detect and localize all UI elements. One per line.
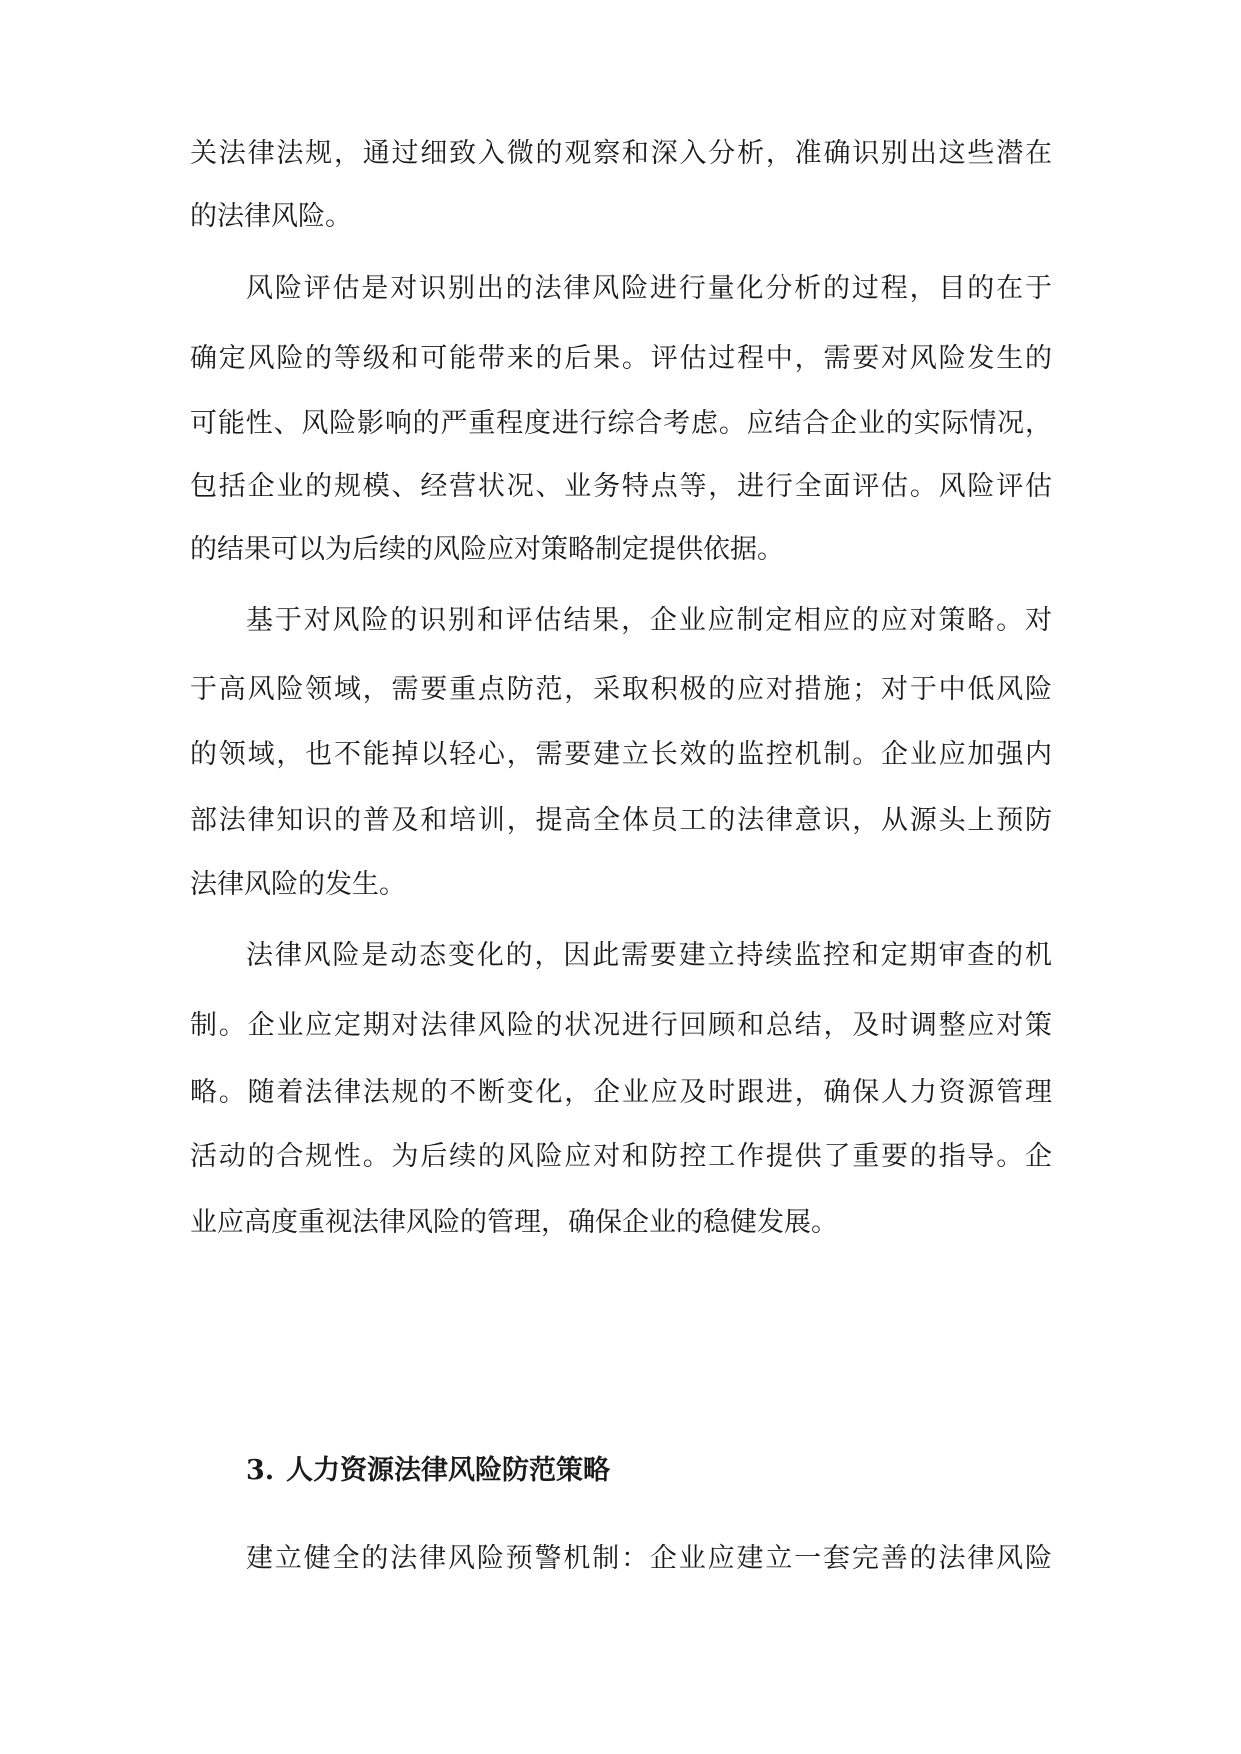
paragraph-line: 关法律法规，通过细致入微的观察和深入分析，准确识别出这些潜在 [190, 138, 1052, 169]
paragraph-line: 活动的合规性。为后续的风险应对和防控工作提供了重要的指导。企 [190, 1141, 1052, 1172]
paragraph-line: 确定风险的等级和可能带来的后果。评估过程中，需要对风险发生的 [190, 343, 1052, 374]
paragraph-line: 的领域，也不能掉以轻心，需要建立长效的监控机制。企业应加强内 [190, 739, 1052, 770]
paragraph-line: 基于对风险的识别和评估结果，企业应制定相应的应对策略。对 [246, 605, 1052, 636]
paragraph-line: 制。企业应定期对法律风险的状况进行回顾和总结，及时调整应对策 [190, 1010, 1052, 1041]
paragraph-line: 的结果可以为后续的风险应对策略制定提供依据。 [190, 534, 784, 565]
paragraph-line: 风险评估是对识别出的法律风险进行量化分析的过程，目的在于 [246, 273, 1052, 304]
paragraph-line: 于高风险领域，需要重点防范，采取积极的应对措施；对于中低风险 [190, 674, 1052, 705]
paragraph-line: 法律风险的发生。 [190, 869, 406, 900]
paragraph-line: 可能性、风险影响的严重程度进行综合考虑。应结合企业的实际情况， [190, 408, 1052, 439]
section-title: 人力资源法律风险防范策略 [286, 1455, 610, 1486]
paragraph-line: 法律风险是动态变化的，因此需要建立持续监控和定期审查的机 [246, 940, 1052, 971]
paragraph-line: 部法律知识的普及和培训，提高全体员工的法律意识，从源头上预防 [190, 805, 1052, 836]
paragraph-line: 的法律风险。 [190, 201, 352, 232]
section-number: 3. [246, 1455, 275, 1486]
section-heading [246, 1451, 610, 1491]
paragraph-line: 包括企业的规模、经营状况、业务特点等，进行全面评估。风险评估 [190, 471, 1052, 502]
paragraph-line: 建立健全的法律风险预警机制：企业应建立一套完善的法律风险 [246, 1543, 1052, 1574]
paragraph-line: 业应高度重视法律风险的管理，确保企业的稳健发展。 [190, 1207, 838, 1238]
paragraph-line: 略。随着法律法规的不断变化，企业应及时跟进，确保人力资源管理 [190, 1077, 1052, 1108]
